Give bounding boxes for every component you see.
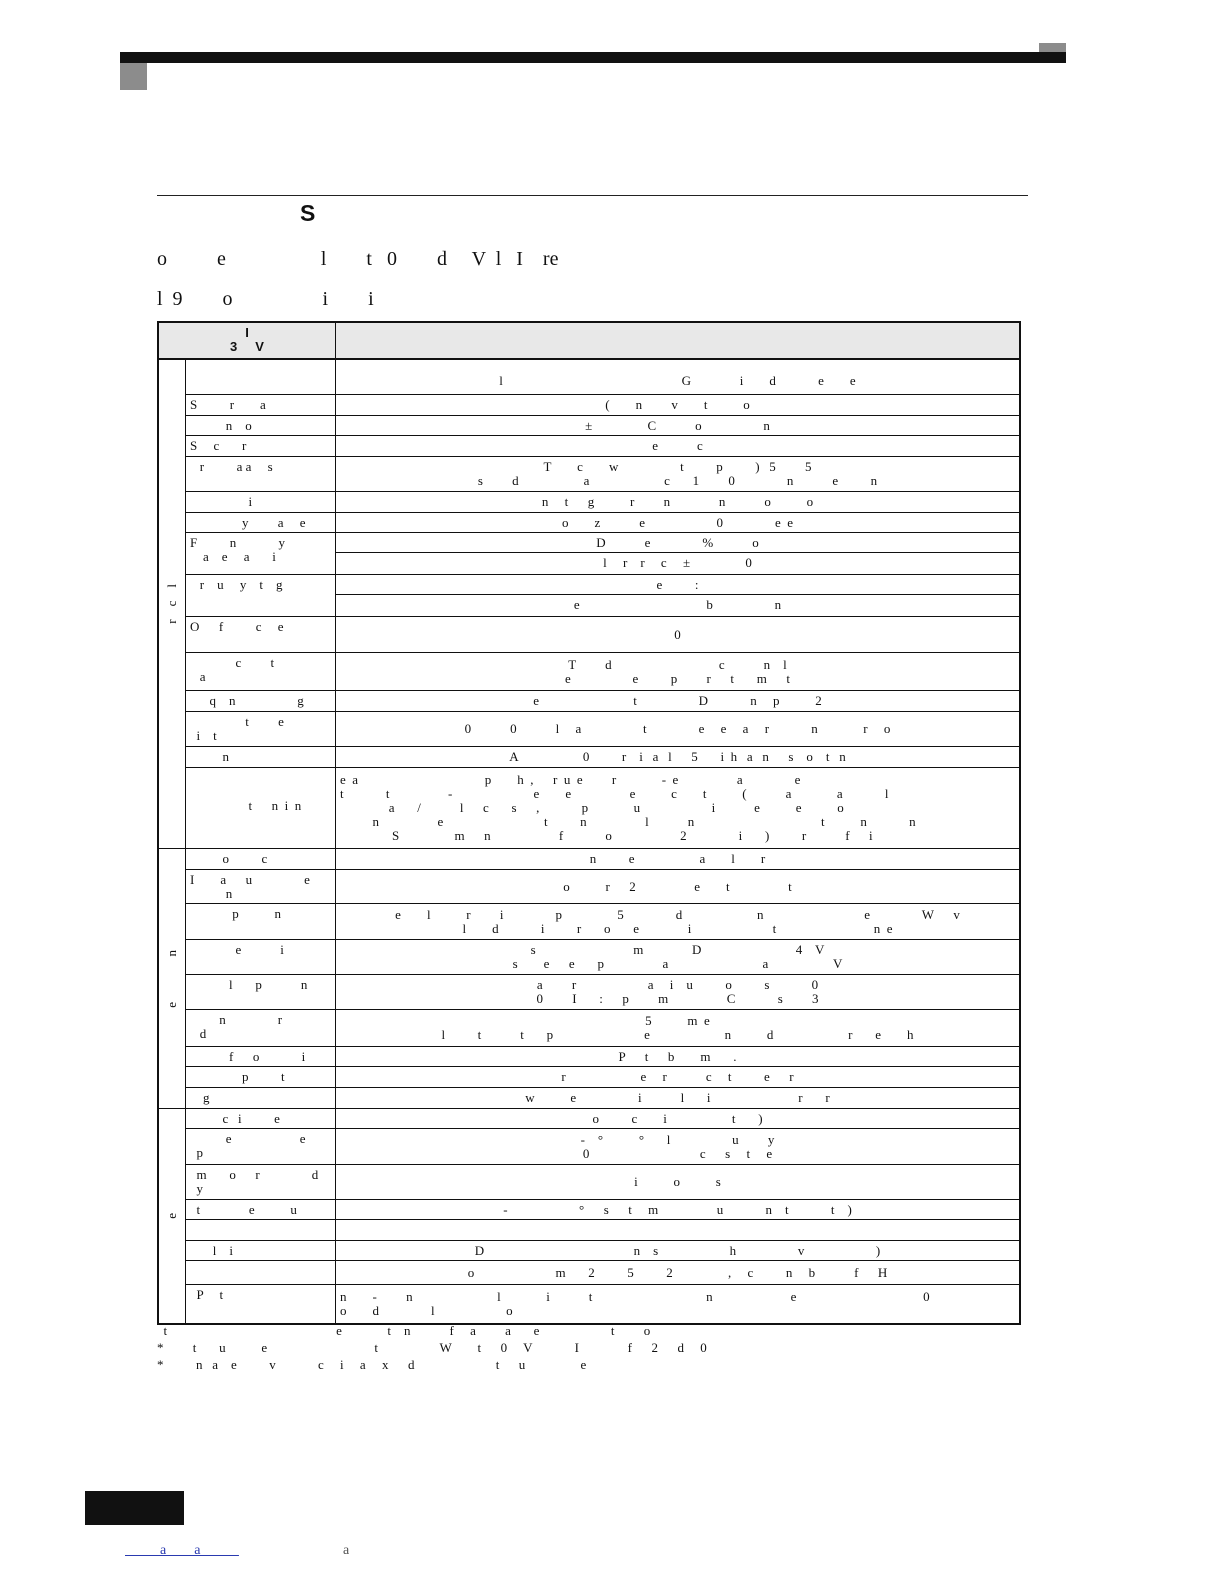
table-row	[186, 1088, 1019, 1108]
row-name: n	[186, 747, 336, 767]
group-label-cell	[159, 360, 186, 848]
table-header	[159, 323, 1019, 360]
table-footnotes: t e t n f a a e t o * t u e t W t 0 V I f 2 d 0 * n a e v c i a x d t u e	[157, 1323, 707, 1372]
table-row	[186, 1261, 1019, 1285]
row-name: P t	[186, 1285, 336, 1323]
spec-group-protection	[159, 849, 1019, 1109]
row-name: S c r	[186, 436, 336, 456]
row-value: e a p h , r u e r - e a e t t - e e e c t ( a a l a / l c s , p u i e e o n e t n l n t n n S m n f o 2 i ) r f i	[340, 772, 916, 843]
row-name: e e p	[186, 1129, 336, 1164]
row-value: e t D n p 2	[533, 693, 822, 708]
row-name: g	[186, 1088, 336, 1108]
row-value: a r a i u o s 0 0 I : p m C s 3	[536, 977, 819, 1006]
table-row	[186, 653, 1019, 691]
row-value: o c i t )	[592, 1110, 763, 1126]
table-row	[186, 1200, 1019, 1220]
row-name: o c	[186, 849, 336, 869]
row-name: y a e	[186, 513, 336, 532]
row-value: D e % o	[336, 533, 1019, 553]
row-name: r a a s	[186, 457, 336, 491]
row-name: l i	[186, 1241, 336, 1260]
table-row	[186, 1220, 1019, 1241]
group-label: r c l	[164, 584, 179, 624]
row-value: n - n l i t n e 0 o d l o	[340, 1289, 930, 1318]
row-value: l r r c ± 0	[603, 555, 752, 570]
table-row	[186, 768, 1019, 848]
table-row	[186, 940, 1019, 975]
row-value: 0 0 l a t e e a r n r o	[464, 721, 891, 736]
row-value: w e i l i r r	[525, 1090, 830, 1105]
row-name: i	[186, 492, 336, 512]
row-name	[186, 1220, 336, 1240]
row-name: c t a	[186, 653, 336, 690]
table-row	[186, 513, 1019, 533]
intro-line-1: o e l t 0 d V l I re	[157, 248, 559, 270]
row-name: I a u e n	[186, 870, 336, 903]
row-value: o r 2 e t t	[563, 878, 792, 894]
row-value: e c	[652, 438, 703, 453]
group-label-cell	[159, 1109, 186, 1323]
row-value: n t g r n n o o	[541, 494, 814, 509]
table-row	[186, 1285, 1019, 1323]
row-name: q n g	[186, 691, 336, 711]
row-name: m o r d y	[186, 1165, 336, 1199]
table-row	[186, 617, 1019, 653]
row-value: 5 m e l t t p e n d r e h	[441, 1013, 914, 1042]
row-name: e i	[186, 940, 336, 974]
table-row	[186, 904, 1019, 940]
row-value: - ° ° l u y 0 c s t e	[580, 1131, 775, 1161]
spec-group-environment	[159, 1109, 1019, 1323]
page-number-box	[85, 1491, 184, 1525]
header-tab-left	[120, 63, 147, 90]
row-name: S r a	[186, 395, 336, 415]
row-name: p n	[186, 904, 336, 939]
table-row	[186, 1129, 1019, 1165]
row-name: t e u	[186, 1200, 336, 1219]
row-value	[336, 1220, 1019, 1240]
table-row	[186, 492, 1019, 513]
table-row	[186, 360, 1019, 395]
row-value: D n s h v )	[474, 1242, 881, 1258]
row-value: i o s	[634, 1174, 721, 1189]
row-value: - ° s t m u n t t )	[503, 1201, 852, 1217]
row-value: P t b m .	[618, 1048, 737, 1064]
row-value: T d c n l e e p r t m t	[565, 656, 790, 686]
table-row	[186, 436, 1019, 457]
spec-group-control	[159, 360, 1019, 849]
row-name: t e i t	[186, 712, 336, 746]
row-name: n r d	[186, 1010, 336, 1046]
table-row	[186, 1241, 1019, 1261]
table-row-span	[186, 575, 1019, 617]
row-name: F n y a e a i	[186, 533, 336, 574]
row-value: l G i d e e	[499, 373, 856, 388]
row-name: p t	[186, 1067, 336, 1087]
section-title: S	[300, 200, 316, 226]
row-name: O f c e	[186, 617, 336, 652]
table-row	[186, 1067, 1019, 1088]
row-value: s m D 4 V s e e p a a V	[512, 942, 843, 971]
row-value: T c w t p ) 5 5 s d a c 1 0 n e n	[477, 459, 878, 488]
table-row	[186, 416, 1019, 436]
row-value: n e a l r	[589, 851, 766, 866]
group-label: e n	[164, 949, 179, 1008]
group-label-cell	[159, 849, 186, 1108]
row-value: e b n	[573, 597, 782, 612]
row-name	[186, 360, 336, 394]
row-name: t n i n	[186, 768, 336, 848]
row-value: r e r c t e r	[561, 1069, 794, 1084]
table-row	[186, 1109, 1019, 1129]
row-name: n o	[186, 416, 336, 435]
table-header-spec	[336, 323, 1019, 358]
table-row	[186, 747, 1019, 768]
footer-link[interactable]: a a	[125, 1543, 239, 1558]
table-header-model: I 3 V	[159, 323, 336, 358]
table-row	[186, 975, 1019, 1010]
row-value: e l r i p 5 d n e W v l d i r o e i t n e	[395, 906, 960, 936]
row-name: f o i	[186, 1047, 336, 1066]
table-row	[186, 849, 1019, 870]
table-row	[186, 457, 1019, 492]
row-name	[186, 1261, 336, 1284]
table-row-span	[186, 533, 1019, 575]
table-row	[186, 1047, 1019, 1067]
header-bar	[120, 52, 1066, 63]
section-rule	[157, 195, 1028, 196]
row-value: e :	[336, 575, 1019, 595]
row-value: ± C o n	[585, 417, 770, 433]
table-row	[186, 870, 1019, 904]
table-row	[186, 1165, 1019, 1200]
row-name: r u y t g	[186, 575, 336, 616]
table-row	[186, 712, 1019, 747]
specifications-table	[157, 321, 1021, 1325]
row-value: ( n v t o	[605, 397, 750, 412]
intro-line-2: l 9 o i i	[157, 288, 374, 310]
row-value: o z e 0 e e	[561, 514, 794, 530]
row-value: o m 2 5 2 , c n b f H	[467, 1264, 888, 1280]
group-label: e	[164, 1213, 179, 1219]
row-name: l p n	[186, 975, 336, 1009]
row-name: c i e	[186, 1109, 336, 1128]
table-row	[186, 395, 1019, 416]
row-value: A 0 r i a l 5 i h a n s o t n	[509, 749, 846, 764]
table-row	[186, 1010, 1019, 1047]
footer-text: a	[343, 1543, 350, 1558]
table-row	[186, 691, 1019, 712]
row-value: 0	[674, 626, 681, 642]
